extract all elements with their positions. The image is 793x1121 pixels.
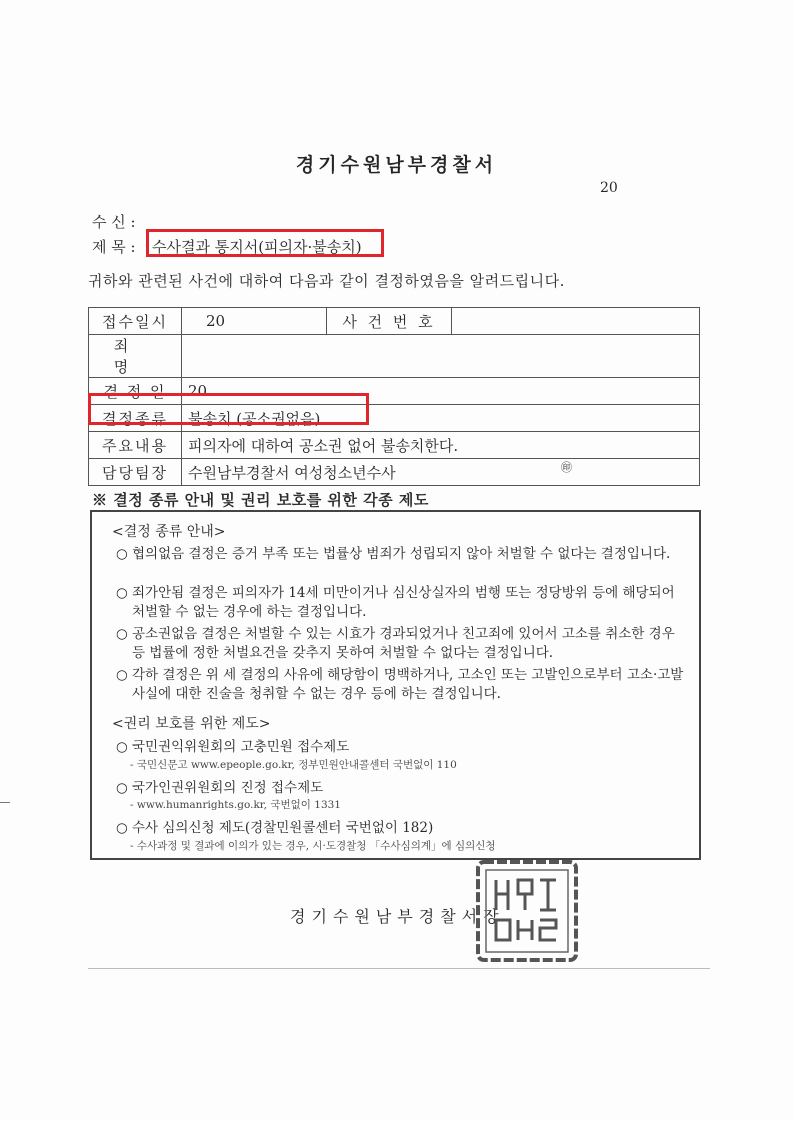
subject-label: 제 목 : [92, 238, 136, 256]
officer-seal-mark: ㊞ [561, 461, 572, 474]
notice-heading: ※ 결정 종류 안내 및 권리 보호를 위한 각종 제도 [92, 491, 429, 509]
decision-type-value: 불송치 (공소권없음) [182, 405, 700, 432]
bullet-icon: ○ [116, 739, 128, 755]
bullet-icon: ○ [116, 667, 128, 683]
bullet-icon: ○ [116, 546, 128, 562]
decision-date-value: 20 [182, 378, 700, 405]
main-content-value: 피의자에 대하여 공소권 없어 불송치한다. [182, 432, 700, 459]
decision-type-item: 공소권없음 결정은 처벌할 수 있는 시효가 경과되었거나 친고죄에 있어서 고소를 취소한 경우 등 법률에 정한 처벌요건을 갖추지 못하여 처벌할 수 없다는 결정입니다. [132, 626, 675, 661]
table-row [89, 432, 700, 459]
document-year: 20 [600, 180, 618, 196]
table-row [89, 459, 700, 486]
bullet-icon: ○ [116, 780, 128, 796]
decision-type-item: 죄가안됨 결정은 피의자가 14세 미만이거나 심신상실자의 범행 또는 정당방위 등에 해당되어 처벌할 수 없는 경우에 하는 결정입니다. [132, 585, 675, 620]
list-item [116, 545, 686, 564]
table-row [89, 335, 700, 378]
margin-mark [0, 802, 10, 803]
intro-text: 귀하와 관련된 사건에 대하여 다음과 같이 결정하였음을 알려드립니다. [88, 272, 565, 290]
rights-item-detail: - 국민신문고 www.epeople.go.kr, 정부민원안내콜센터 국번없이 110 [130, 759, 457, 771]
footer-divider [88, 968, 710, 969]
officer-value: 수원남부경찰서 여성청소년수사 [182, 459, 700, 486]
decision-type-item: 협의없음 결정은 증거 부족 또는 법률상 범죄가 성립되지 않아 처벌할 수 없다는 결정입니다. [132, 546, 671, 562]
case-number-label: 사 건 번 호 [327, 308, 452, 335]
list-item [116, 666, 686, 704]
bullet-icon: ○ [116, 585, 128, 601]
bullet-icon: ○ [116, 820, 128, 836]
issuer-name: 경기수원남부경찰서장 [290, 907, 505, 926]
rights-item-detail: - 수사과정 및 결과에 이의가 있는 경우, 시·도경찰청 「수사심의계」에 심의신청 [130, 840, 496, 852]
section-rights-title: <권리 보호를 위한 제도> [112, 716, 271, 732]
bullet-icon: ○ [116, 626, 128, 642]
list-item [116, 584, 686, 622]
decision-type-label: 결정종류 [89, 405, 182, 432]
officer-label: 담당팀장 [89, 459, 182, 486]
stamp-seal-icon [474, 858, 580, 964]
rights-item-title: 수사 심의신청 제도(경찰민원콜센터 국번없이 182) [132, 820, 434, 836]
receipt-date-label: 접수일시 [89, 308, 182, 335]
decision-type-highlight-box [88, 393, 369, 425]
list-item [116, 779, 686, 798]
table-row [89, 308, 700, 335]
section-decision-types-title: <결정 종류 안내> [112, 524, 226, 540]
rights-item-detail: - www.humanrights.go.kr, 국번없이 1331 [130, 799, 341, 811]
subject-text: 수사결과 통지서(피의자·불송치) [152, 238, 362, 256]
crime-label: 죄 명 [89, 335, 182, 378]
decision-date-label: 결 정 일 [89, 378, 182, 405]
case-number-value [452, 308, 700, 335]
receipt-date-value: 20 [182, 308, 327, 335]
rights-item-title: 국민권익위원회의 고충민원 접수제도 [132, 739, 350, 755]
recipient-label: 수 신 : [92, 213, 136, 231]
crime-value [182, 335, 700, 378]
list-item [116, 625, 686, 663]
decision-type-item: 각하 결정은 위 세 결정의 사유에 해당함이 명백하거나, 고소인 또는 고발인으로부터 고소·고발 사실에 대한 진술을 청취할 수 없는 경우 등에 하는 결정입니다. [132, 667, 684, 702]
list-item [116, 738, 686, 757]
main-content-label: 주요내용 [89, 432, 182, 459]
document-title: 경기수원남부경찰서 [295, 154, 498, 176]
list-item [116, 819, 686, 838]
rights-item-title: 국가인권위원회의 진정 접수제도 [132, 780, 324, 796]
